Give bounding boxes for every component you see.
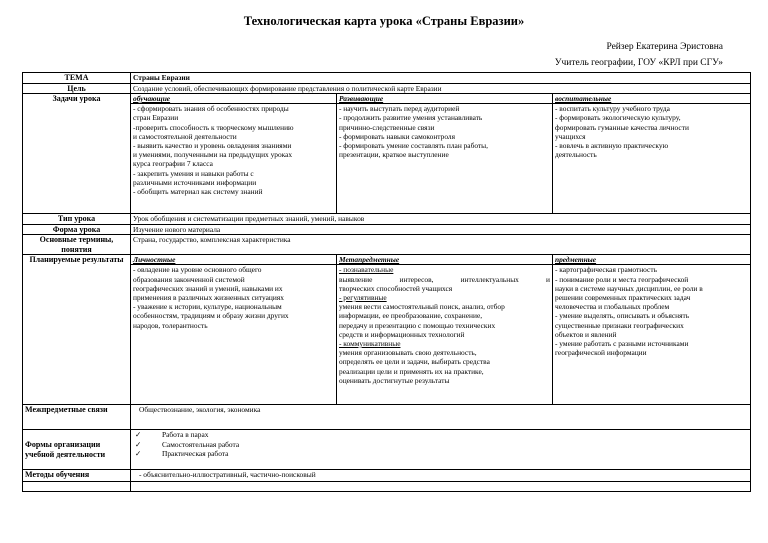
row-zadachi-header (23, 94, 751, 104)
text-line: и самостоятельной деятельности (133, 131, 237, 141)
text-line: науки в системе научных дисциплин, ее роли в (555, 283, 703, 293)
row-forma (23, 224, 751, 235)
justified-line (339, 275, 550, 284)
header-obuchayushchie: обучающие (131, 94, 337, 104)
text-word: и (546, 274, 550, 284)
text-line: - выявить качество и уровень овладения знаниями (133, 141, 292, 151)
label-tema: ТЕМА (23, 73, 131, 84)
cell-metapredmetnye (337, 265, 553, 405)
text-line: формировать гуманные качества личности (555, 122, 689, 132)
text-line: средств и информационных технологий (339, 329, 465, 339)
text-line: оценивать достигнутые результаты (339, 375, 450, 385)
text-line: - формировать экологическую культуру, (555, 113, 681, 123)
text-line: курса географии 7 класса (133, 159, 213, 169)
text-line: умения организовывать свою деятельность, (339, 348, 477, 358)
text-line: стран Евразии (133, 113, 179, 123)
text-line: - сформировать знания об особенностях природы (133, 104, 289, 114)
text-line: - закрепить умения и навыки работы с (133, 168, 254, 178)
value-terminy: Страна, государство, комплексная характеристика (131, 235, 751, 255)
label-metody: Методы обучения (23, 470, 131, 482)
value-forma: Изучение нового материала (131, 224, 751, 235)
author-name: Рейзер Екатерина Эристовна (606, 42, 723, 52)
text-line: различными источниками информации (133, 177, 257, 187)
cell-vospitatelnye (553, 104, 751, 214)
cell-predmetnye (553, 265, 751, 405)
text-line: образования законченной системой (133, 274, 245, 284)
check-icon: ✓ (135, 448, 142, 458)
text-line: - формировать навыки самоконтроля (339, 131, 456, 141)
value-tema: Страны Евразии (131, 73, 751, 84)
row-empty (23, 482, 751, 492)
empty-cell (23, 482, 131, 492)
header-predmetnye: предметные (553, 255, 751, 265)
row-terminy (23, 235, 751, 255)
text-word: интеллектуальных (460, 274, 519, 284)
text-line: существенные признаки географических (555, 320, 684, 330)
label-tip: Тип урока (23, 214, 131, 225)
label-mezhpredmet: Межпредметные связи (23, 405, 131, 430)
row-tema (23, 73, 751, 84)
text-line: творческих способностей учащихся (339, 283, 453, 293)
text-line: народов, толерантность (133, 320, 208, 330)
text-line: объектов и явлений (555, 329, 617, 339)
text-line: - продолжить развитие умения устанавливать (339, 113, 483, 123)
text-line: - умение выделять, описывать и объяснять (555, 311, 690, 321)
header-razvivayushchie: Развивающие (337, 94, 553, 104)
text-word: выявление (339, 274, 373, 284)
text-line: - картографическая грамотность (555, 265, 657, 275)
text-line: применения в различных жизненных ситуациях (133, 293, 284, 303)
text-line: умения вести самостоятельный поиск, анализ, отбор (339, 302, 505, 312)
text-line: - овладение на уровне основного общего (133, 265, 262, 275)
row-zadachi-body (23, 104, 751, 214)
checklist-label: Работа в парах (162, 430, 209, 440)
author-role: Учитель географии, ГОУ «КРЛ при СГУ» (554, 58, 723, 68)
checklist-label: Самостоятельная работа (162, 439, 240, 449)
row-mezhpredmet (23, 405, 751, 430)
text-line: реализации цели и применять их на практике, (339, 366, 484, 376)
text-line: - уважение к истории, культуре, национальным (133, 302, 282, 312)
value-cel: Создание условий, обеспечивающих формирование представления о политической карте Евразии (131, 83, 751, 94)
row-metody (23, 470, 751, 482)
row-rezultaty-body (23, 265, 751, 405)
document-title: Технологическая карта урока «Страны Евразии» (243, 14, 525, 28)
row-tip (23, 214, 751, 225)
text-line: - вовлечь в активную практическую (555, 141, 669, 151)
text-line: - умение работать с разными источниками (555, 339, 689, 349)
label-cel: Цель (23, 83, 131, 94)
text-line: деятельность (555, 150, 597, 160)
subheader-kommunikativnye: - коммуникативные (339, 339, 401, 349)
text-line: причинно-следственные связи (339, 122, 435, 132)
checklist-item (133, 440, 748, 449)
checklist-label: Практическая работа (162, 448, 229, 458)
text-line: -проверить способность к творческому мышлению (133, 122, 294, 132)
row-formy (23, 430, 751, 470)
empty-cell (131, 482, 751, 492)
value-formy (131, 430, 751, 470)
text-line: - формировать умение составлять план работы, (339, 141, 488, 151)
text-line: решении современных практических задач (555, 293, 691, 303)
lesson-map-table (22, 72, 751, 492)
checklist-item (133, 430, 748, 439)
text-line: географической информации (555, 348, 647, 358)
label-zadachi: Задачи урока (23, 94, 131, 214)
text-line: - научить выступать перед аудиторией (339, 104, 460, 114)
row-cel (23, 83, 751, 94)
label-rezultaty: Планируемые результаты (23, 255, 131, 405)
value-metody: - объяснительно-иллюстративный, частично-поисковый (131, 470, 751, 482)
text-line: особенностям, традициям и образу жизни других (133, 311, 289, 321)
text-line: учащихся (555, 131, 586, 141)
text-line: презентации, краткое выступление (339, 150, 449, 160)
text-line: географических знаний и умений, навыками их (133, 283, 283, 293)
header-lichnostnye: Личностные (131, 255, 337, 265)
text-line: - обобщить материал как систему знаний (133, 187, 263, 197)
label-terminy: Основные термины, понятия (23, 235, 131, 255)
header-metapredmetnye: Метапредметные (337, 255, 553, 265)
subheader-regulyativnye: - регулятивные (339, 293, 387, 303)
value-mezhpredmet: Обществознание, экология, экономика (131, 405, 751, 430)
cell-obuchayushchie (131, 104, 337, 214)
text-line: - воспитать культуру учебного труда (555, 104, 670, 114)
header-vospitatelnye: воспитательные (553, 94, 751, 104)
check-icon: ✓ (135, 439, 142, 449)
label-formy: Формы организации учебной деятельности (23, 430, 131, 470)
text-line: передачу и презентацию с помощью технических (339, 320, 496, 330)
row-rezultaty-header (23, 255, 751, 265)
text-line: определять ее цели и задачи, выбирать средства (339, 357, 490, 367)
check-icon: ✓ (135, 430, 142, 440)
text-line: и умениями, полученными на предыдущих уроках (133, 150, 293, 160)
value-tip: Урок обобщения и систематизации предметных знаний, умений, навыков (131, 214, 751, 225)
text-line: - понимание роли и места географической (555, 274, 689, 284)
subheader-poznavatelnye: - познавательные (339, 265, 394, 275)
checklist-item (133, 449, 748, 458)
text-line: человечества и глобальных проблем (555, 302, 670, 312)
cell-razvivayushchie (337, 104, 553, 214)
label-forma: Форма урока (23, 224, 131, 235)
text-word: интересов, (399, 274, 434, 284)
text-line: информации, ее преобразование, сохранение, (339, 311, 483, 321)
cell-lichnostnye (131, 265, 337, 405)
